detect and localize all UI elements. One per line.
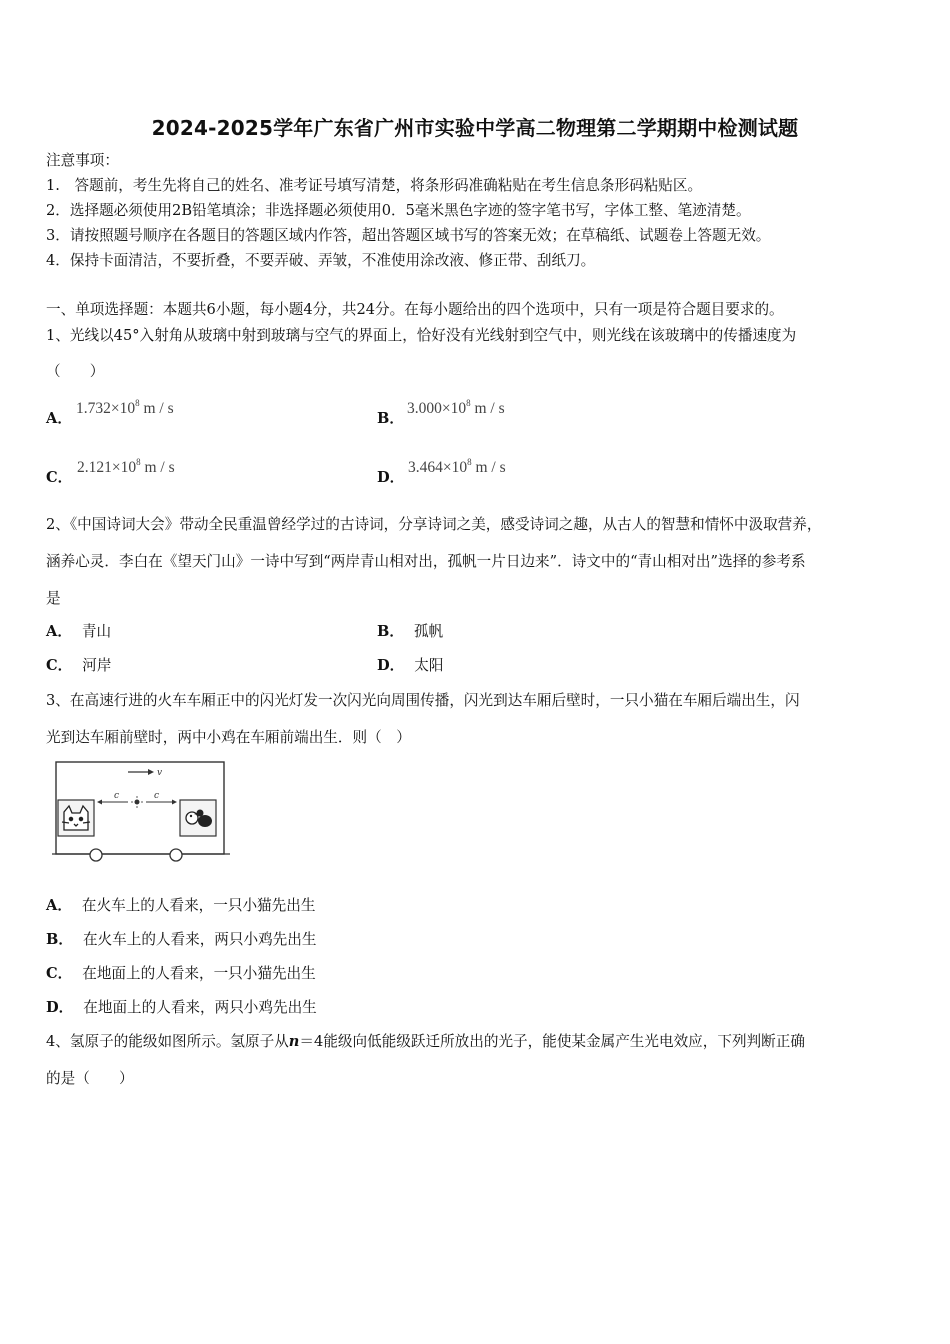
q2-stem-line2: 涵养心灵．李白在《望天门山》一诗中写到“两岸青山相对出，孤帆一片日边来”．诗文中的“青山相对出”选择的参考系 bbox=[46, 553, 806, 570]
q2-stem-line1: 2、《中国诗词大会》带动全民重温曾经学过的古诗词，分享诗词之美，感受诗词之趣，从古人的智慧和情怀中汲取营养， bbox=[46, 516, 822, 533]
light-arrowhead-right bbox=[172, 800, 177, 805]
wheel-right bbox=[170, 849, 182, 861]
q2-option-c: C． 河岸 bbox=[46, 657, 112, 674]
q1-stem-line1: 1、光线以45°入射角从玻璃中射到玻璃与空气的界面上，恰好没有光线射到空气中，则光线在该玻璃中的传播速度为 bbox=[46, 327, 797, 344]
notice-heading: 注意事项： bbox=[46, 152, 119, 169]
q1-option-b-label: B． bbox=[377, 410, 404, 427]
q1-option-c-formula: $2.121\times 10^8$ m / s bbox=[77, 457, 175, 476]
flash-lamp-icon bbox=[135, 800, 140, 805]
q4-stem-line1: 4、氢原子的能级如图所示。氢原子从n＝4能级向低能级跃迁所放出的光子，能使某金属产生光电效应，下列判断正确 bbox=[46, 1033, 805, 1050]
q3-option-d: D． 在地面上的人看来，两只小鸡先出生 bbox=[46, 999, 317, 1016]
q3-stem-line2: 光到达车厢前壁时，两中小鸡在车厢前端出生．则（ ） bbox=[46, 729, 411, 746]
q1-option-c-label: C． bbox=[46, 469, 73, 486]
q1-option-a-label: A． bbox=[46, 410, 72, 427]
q2-option-a: A． 青山 bbox=[46, 623, 112, 640]
train-carriage-figure bbox=[50, 760, 234, 870]
q2-stem-line3: 是 bbox=[46, 590, 61, 607]
q1-stem-line2: （ ） bbox=[46, 363, 105, 380]
q3-stem-line1: 3、在高速行进的火车车厢正中的闪光灯发一次闪光向周围传播，闪光到达车厢后壁时，一只小猫在车厢后端出生，闪 bbox=[46, 692, 800, 709]
notice-item-1: 1. 答题前，考生先将自己的姓名、准考证号填写清楚，将条形码准确粘贴在考生信息条形码粘贴区。 bbox=[46, 177, 703, 194]
section-heading: 一、单项选择题：本题共6小题，每小题4分，共24分。在每小题给出的四个选项中，只有一项是符合题目要求的。 bbox=[46, 301, 784, 318]
light-arrowhead-left bbox=[97, 800, 102, 805]
notice-item-3: 3．请按照题号顺序在各题目的答题区域内作答，超出答题区域书写的答案无效；在草稿纸、试题卷上答题无效。 bbox=[46, 227, 771, 244]
q1-option-d-formula: $3.464\times 10^8$ m / s bbox=[408, 457, 506, 476]
light-label-right: c bbox=[154, 791, 160, 801]
notice-item-2: 2．选择题必须使用2B铅笔填涂；非选择题必须使用0．5毫米黑色字迹的签字笔书写，字体工整、笔迹清楚。 bbox=[46, 202, 751, 219]
notice-item-4: 4．保持卡面清洁，不要折叠，不要弄破、弄皱，不准使用涂改液、修正带、刮纸刀。 bbox=[46, 252, 596, 269]
q2-option-b: B． 孤帆 bbox=[377, 623, 444, 640]
velocity-label: v bbox=[157, 768, 163, 778]
velocity-arrowhead bbox=[148, 769, 154, 775]
q3-option-a: A． 在火车上的人看来，一只小猫先出生 bbox=[46, 897, 316, 914]
page-title: 2024-2025学年广东省广州市实验中学高二物理第二学期期中检测试题 bbox=[151, 116, 799, 140]
wheel-left bbox=[90, 849, 102, 861]
q1-option-b-formula: $3.000\times 10^8$ m / s bbox=[407, 398, 505, 417]
q1-option-a-formula: $1.732\times 10^8$ m / s bbox=[76, 398, 174, 417]
q3-option-c: C． 在地面上的人看来，一只小猫先出生 bbox=[46, 965, 316, 982]
light-label-left: c bbox=[114, 791, 120, 801]
q1-option-d-label: D． bbox=[377, 469, 405, 486]
q3-option-b: B． 在火车上的人看来，两只小鸡先出生 bbox=[46, 931, 317, 948]
q4-stem-line2: 的是（ ） bbox=[46, 1070, 134, 1087]
q2-option-d: D． 太阳 bbox=[377, 657, 444, 674]
